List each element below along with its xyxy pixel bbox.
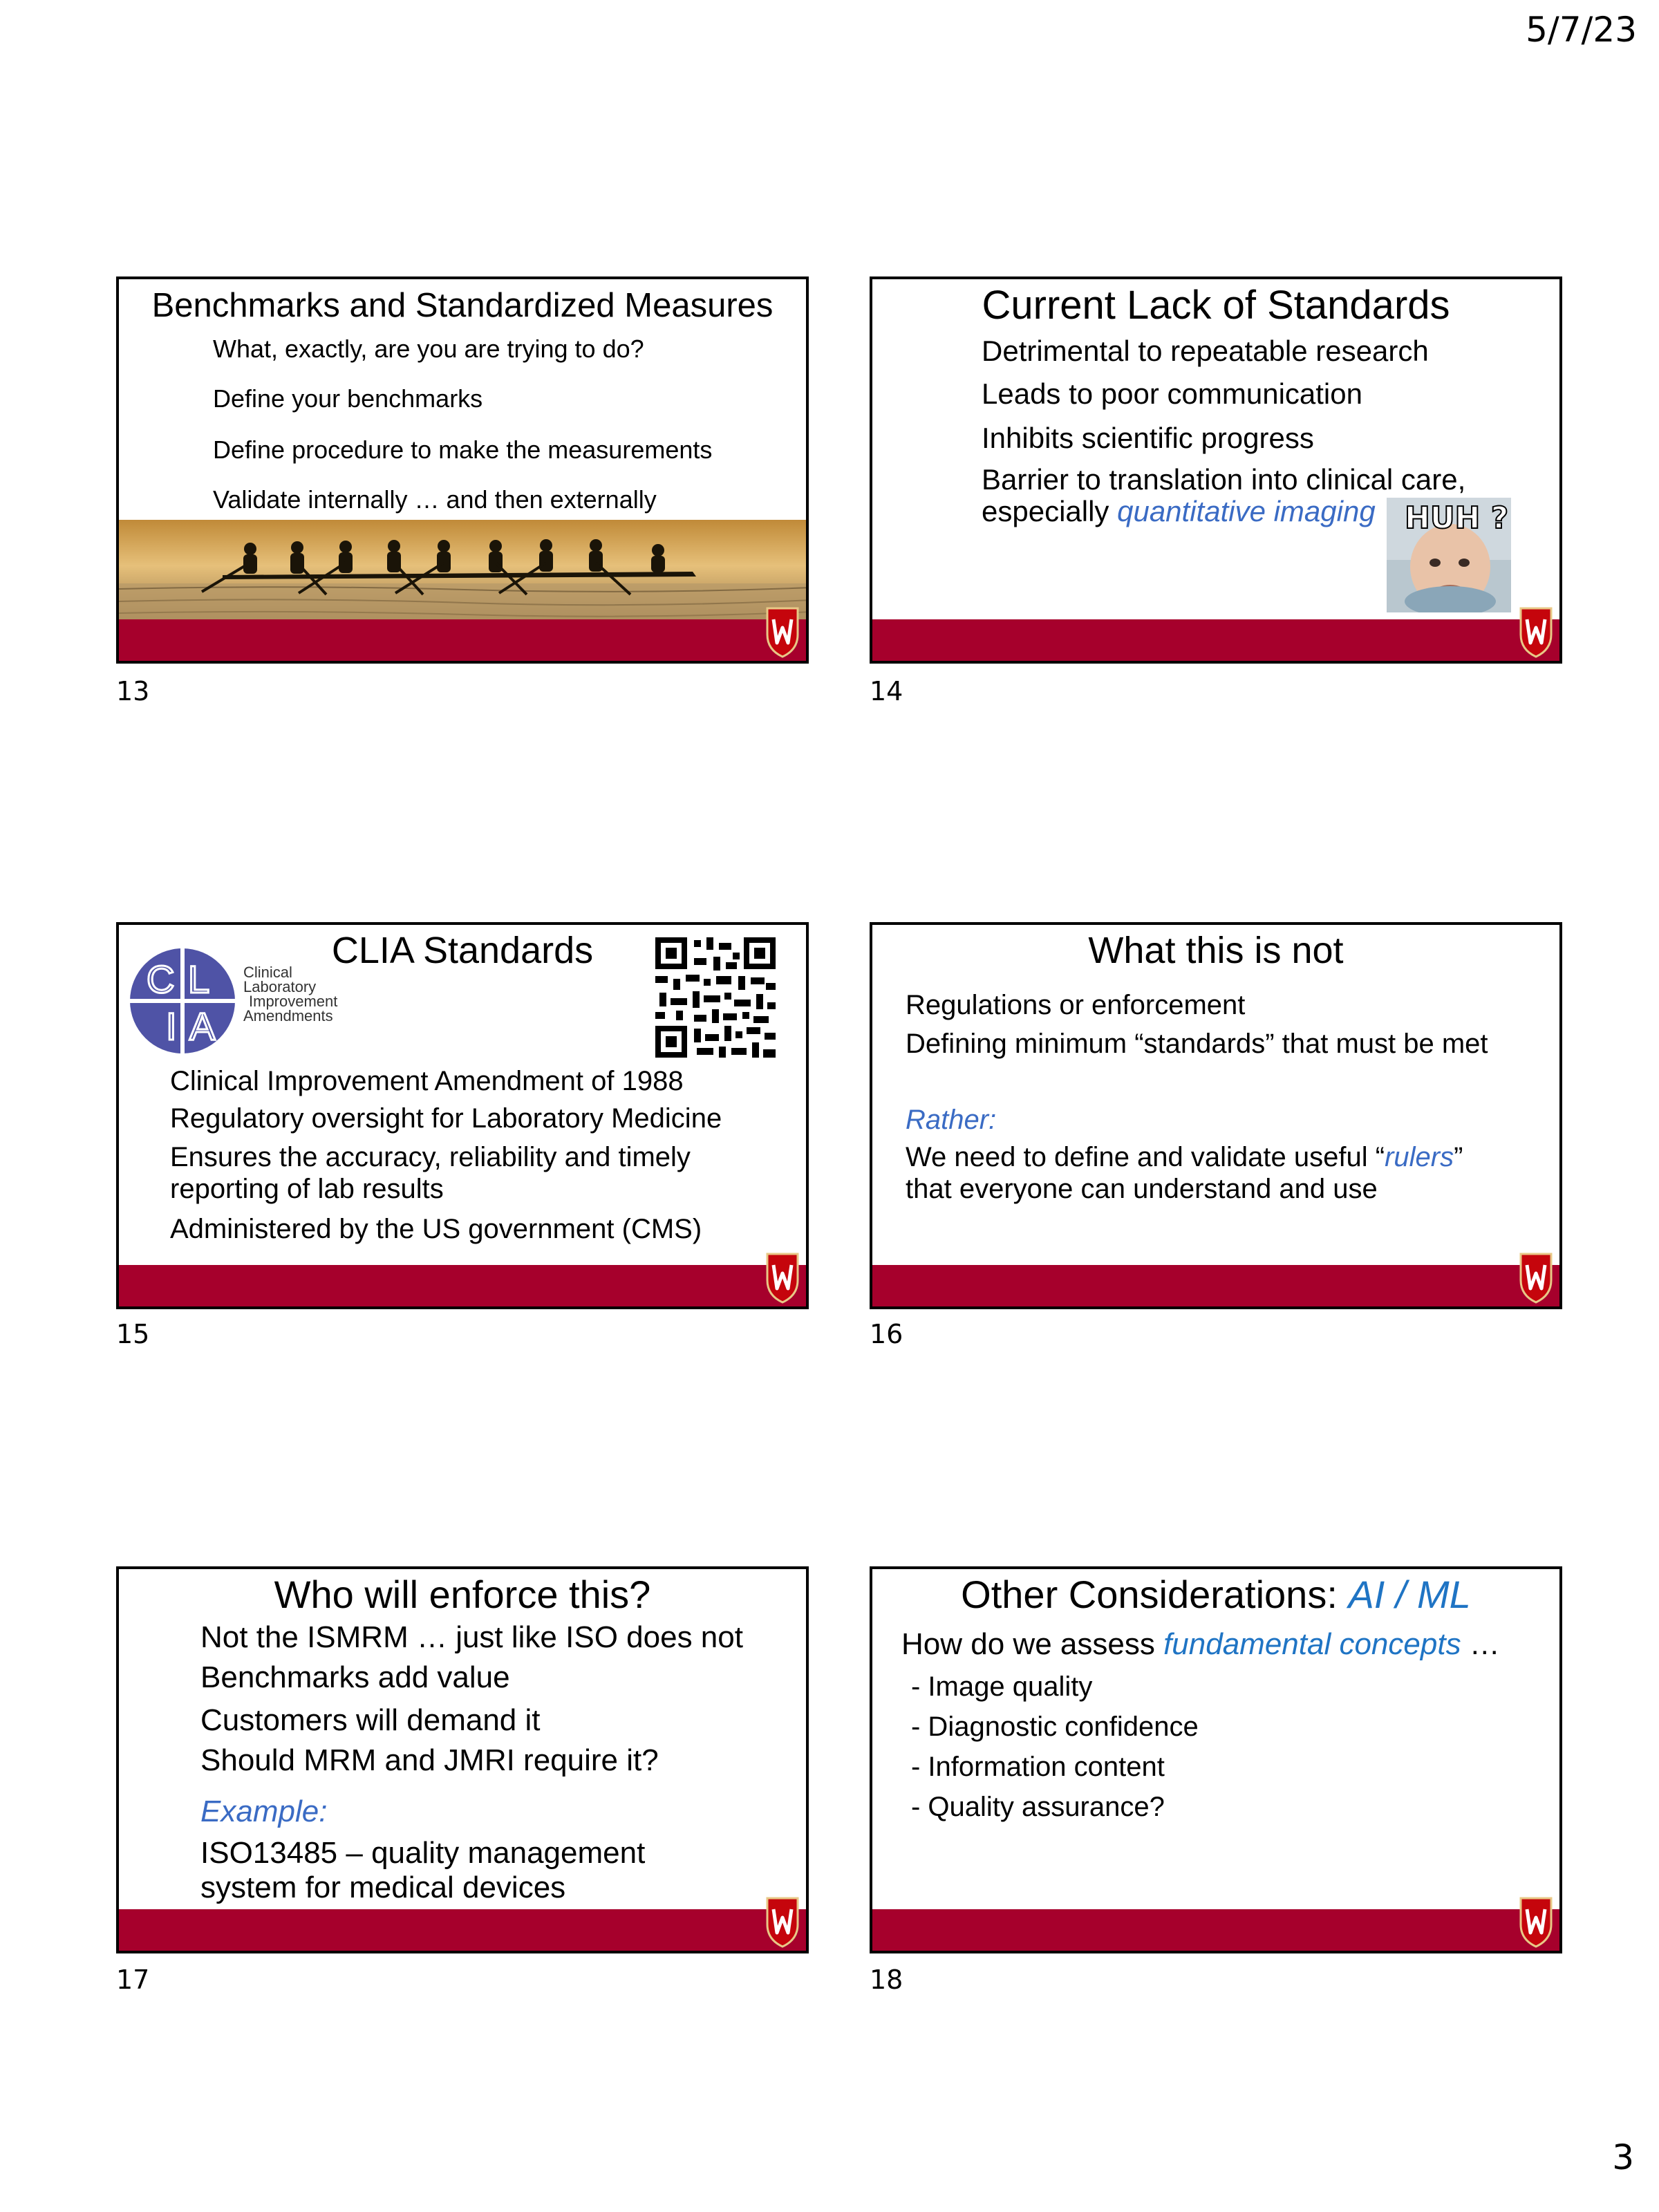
slide-13 [116,276,809,664]
page-date: 5/7/23 [1526,10,1637,50]
rather-label: Rather: [906,1105,997,1135]
slide-17 [116,1566,809,1953]
slide-title: Who will enforce this? [274,1573,651,1616]
text-line: system for medical devices [200,1871,566,1904]
text-line: ISO13485 – quality management [200,1836,646,1870]
title-text: Other Considerations: [961,1573,1349,1616]
bullet: Leads to poor communication [982,377,1362,410]
bullet: Ensures the accuracy, reliability and timely [170,1142,691,1172]
list-item: - Information content [911,1752,1165,1782]
logo-word: Amendments [243,1007,333,1024]
text-line: Benchmarks add value [200,1660,510,1694]
slide-number: 16 [870,1319,903,1349]
slide-number: 13 [116,676,150,706]
slide-title: What this is not [1088,930,1344,971]
logo-letter: C [147,957,175,1001]
clia-logo-icon [127,946,238,1056]
question-line [901,1627,1500,1662]
bullet-continuation [982,495,1376,528]
page-number: 3 [1612,2137,1634,2177]
text-line: Regulations or enforcement [906,990,1246,1020]
bullet: Define procedure to make the measurements [213,435,713,464]
slide-title: Current Lack of Standards [982,283,1450,328]
logo-letter: I [166,1004,177,1048]
bullet-continuation: reporting of lab results [170,1174,444,1204]
slide-footer-bar [119,619,806,661]
logo-word: Laboratory [243,978,317,995]
list-item: - Image quality [911,1671,1093,1702]
uw-crest-icon [765,604,800,658]
bullet: Define your benchmarks [213,384,483,413]
bullet: Regulatory oversight for Laboratory Medicine [170,1103,722,1134]
slide-18 [870,1566,1562,1953]
bullet: Barrier to translation into clinical care, [982,463,1466,496]
emphasis-text: quantitative imaging [1117,495,1376,527]
slide-title: Benchmarks and Standardized Measures [151,287,774,324]
logo-letter: L [188,957,210,1001]
text: ” [1454,1142,1463,1172]
text: especially [982,495,1118,527]
slide-number: 18 [870,1965,903,1995]
slide-footer-bar [872,619,1559,661]
bullet: Administered by the US government (CMS) [170,1214,702,1244]
list-item: - Quality assurance? [911,1792,1165,1822]
text: We need to define and validate useful “ [906,1142,1385,1172]
bullet: Detrimental to repeatable research [982,335,1429,367]
slide-title: CLIA Standards [331,930,594,971]
slide-footer-bar [119,1909,806,1951]
uw-crest-icon [765,1250,800,1304]
slide-footer-bar [872,1265,1559,1306]
clia-logo-text [243,965,337,1023]
slide-16 [870,922,1562,1309]
slide-title [872,1572,1559,1617]
uw-crest-icon [1518,1894,1554,1948]
bullet: Validate internally … and then externally [213,485,657,514]
list-item: - Diagnostic confidence [911,1712,1199,1742]
logo-word: Clinical [243,964,292,981]
text-line: that everyone can understand and use [906,1174,1378,1204]
text-line: Not the ISMRM … just like ISO does not [200,1620,743,1654]
text-line: Should MRM and JMRI require it? [200,1743,659,1777]
text-line: Defining minimum “standards” that must be met [906,1029,1488,1059]
emphasis-text: fundamental concepts [1163,1627,1461,1661]
slide-15 [116,922,809,1309]
bullet: Inhibits scientific progress [982,422,1314,454]
rulers-line [906,1142,1463,1173]
slide-number: 14 [870,676,903,706]
slide-number: 17 [116,1965,150,1995]
logo-letter: A [189,1004,216,1048]
bullet: What, exactly, are you are trying to do? [213,335,644,363]
rowing-crew-photo [119,520,809,622]
slide-footer-bar [119,1265,806,1306]
slide-14 [870,276,1562,664]
logo-word: Improvement [249,993,338,1010]
slide-footer-bar [872,1909,1559,1951]
text-line: Customers will demand it [200,1703,541,1737]
meme-caption: HUH ? [1405,500,1509,536]
uw-crest-icon [1518,1250,1554,1304]
text: … [1461,1627,1500,1661]
bullet: Clinical Improvement Amendment of 1988 [170,1066,684,1096]
title-emphasis: AI / ML [1348,1573,1471,1616]
example-label: Example: [200,1794,328,1828]
text: How do we assess [901,1627,1164,1661]
uw-crest-icon [765,1894,800,1948]
emphasis-text: rulers [1385,1142,1454,1172]
qr-code-icon [655,937,776,1058]
slide-number: 15 [116,1319,150,1349]
uw-crest-icon [1518,604,1554,658]
